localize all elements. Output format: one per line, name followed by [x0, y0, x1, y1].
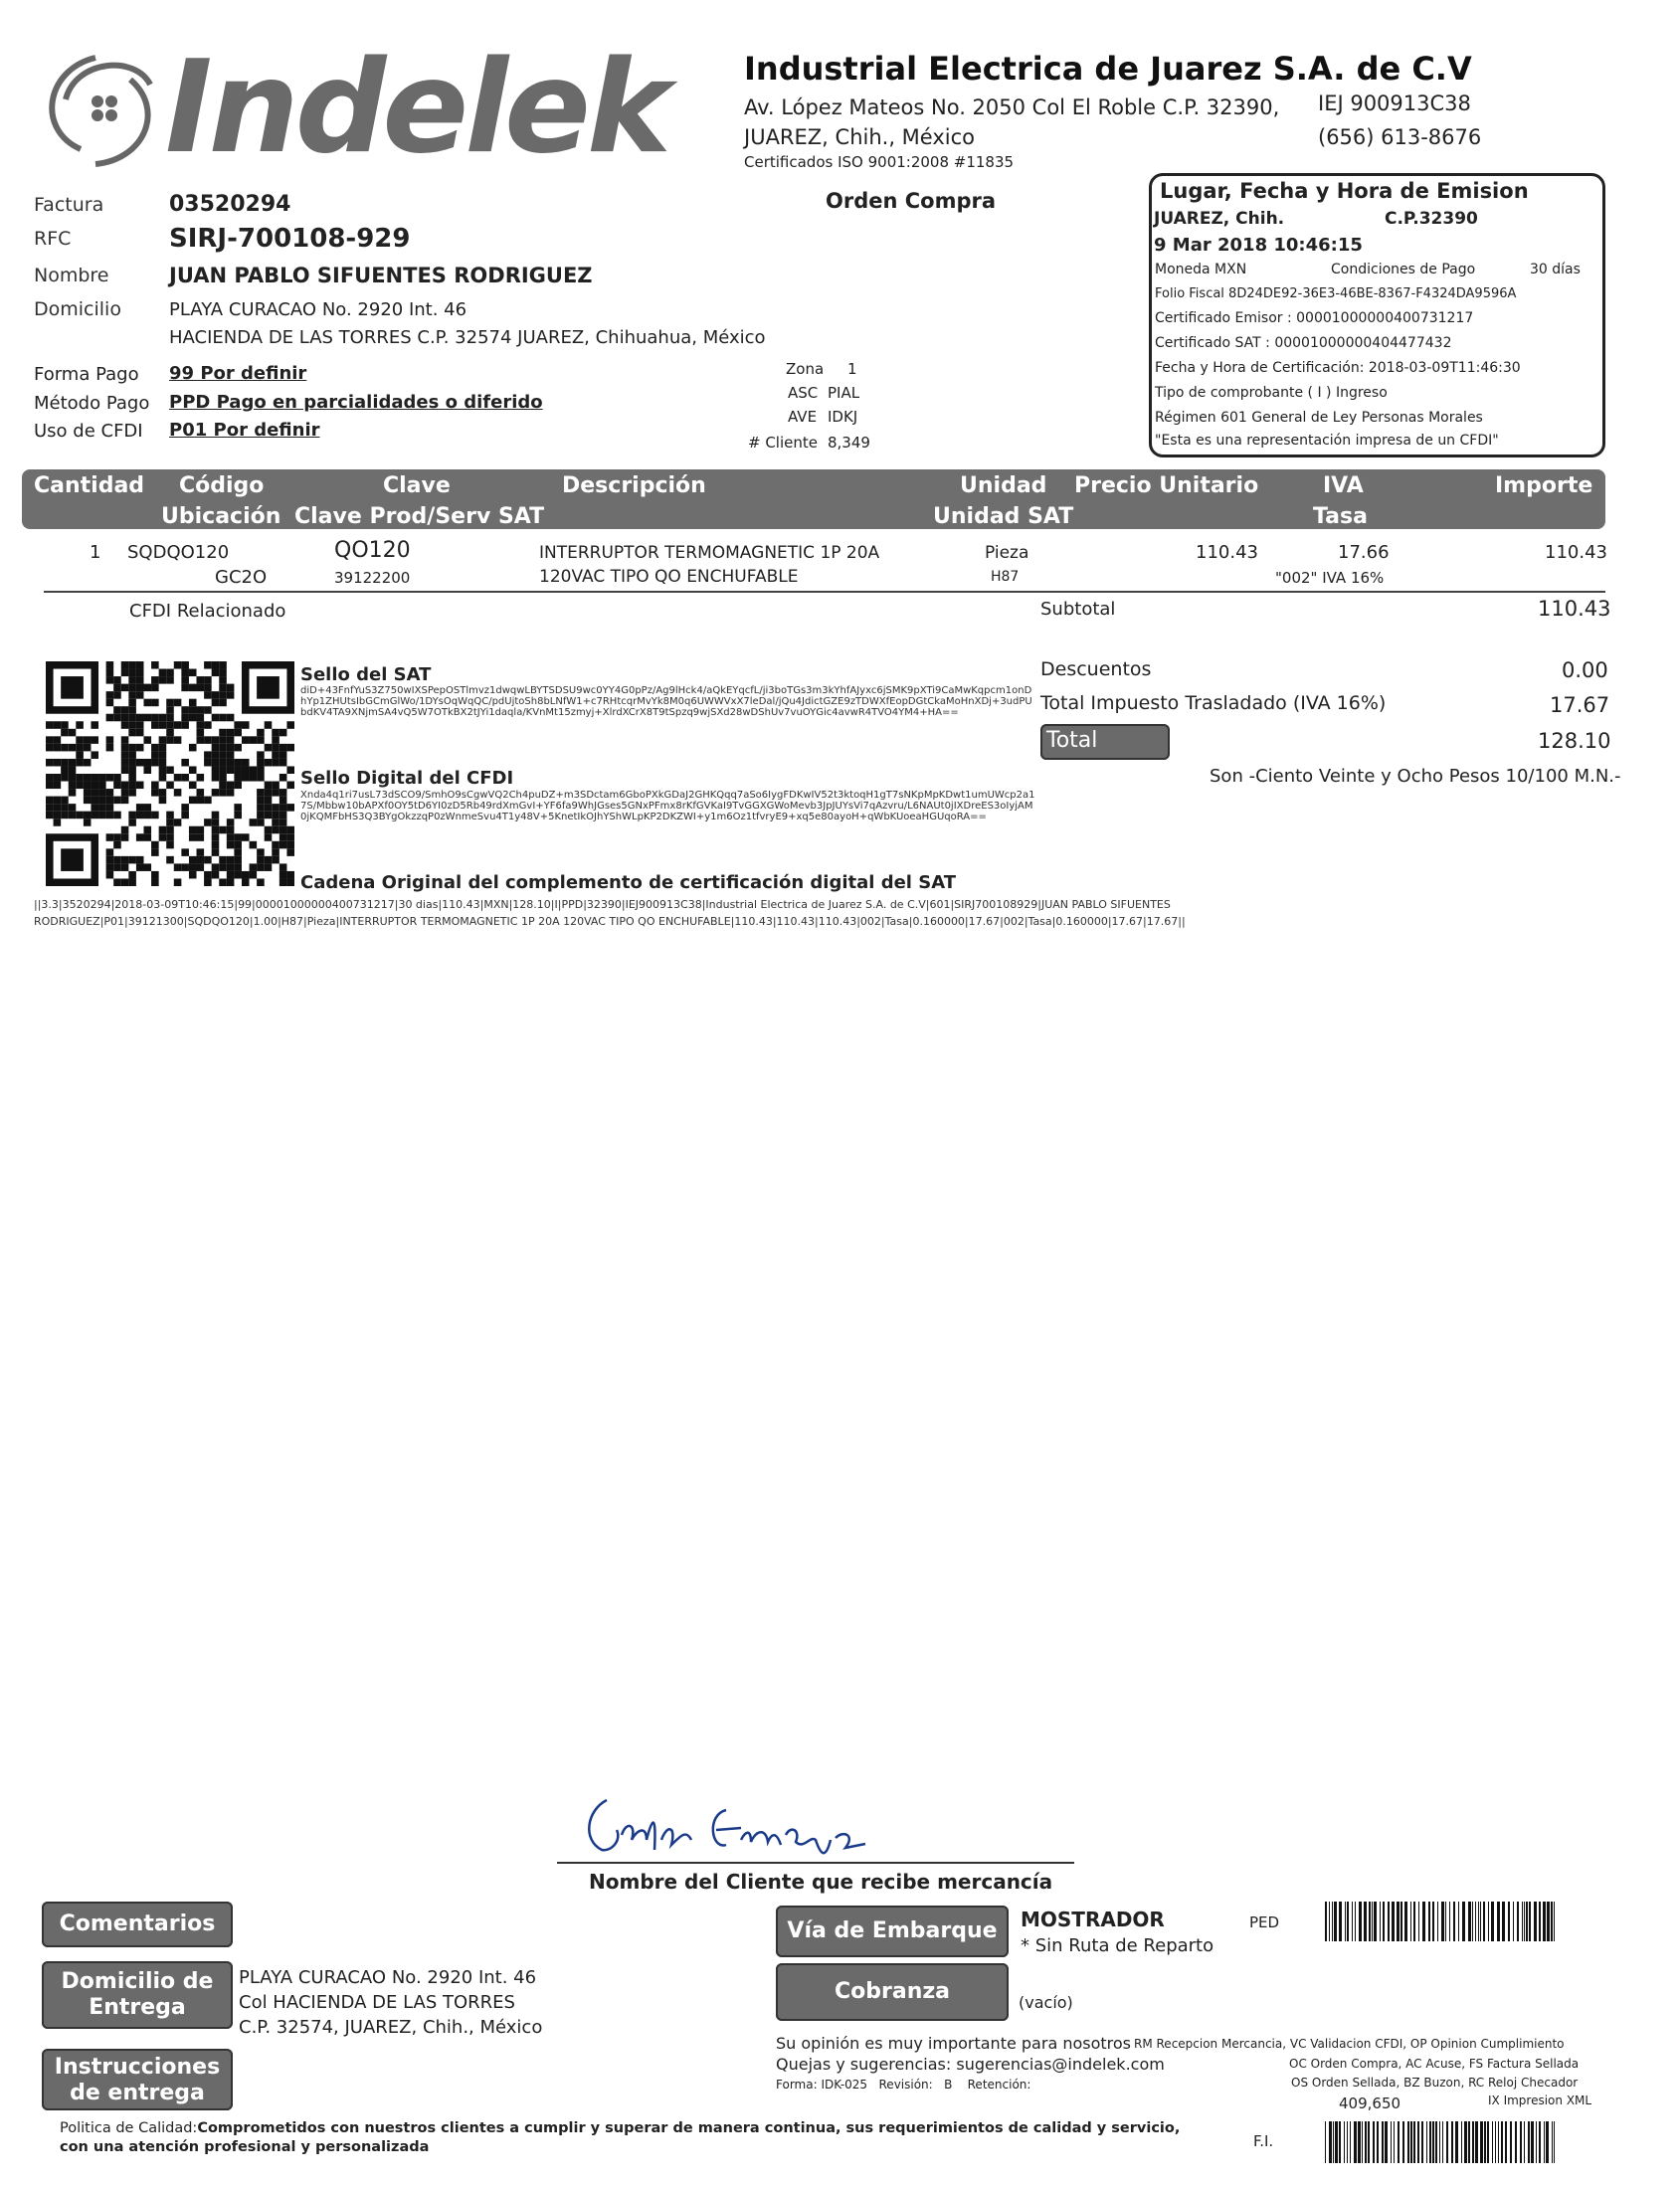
sello-sat-text: diD+43FnfYuS3Z750wIXSPepOSTlmvz1dwqwLBYTSDSU9wc0YY4G0pPz/Ag9lHck4/aQkEYqcfL/ji3boTGs3m3kYhfAJyxc6jSMK9pXTi9CaMwKqpcm1onDhYp1ZHUtsIbGCmGlWo/1DYsOqWqQC/pdUjtoSh8bLNfW1+c7RHtcqrMvYk8M0q6UWWVxX7leDal/jQu4JdictGZE9zTDWXfEopDGtCkaMoHnXDj+3udPUbdKV4TA9XNjmSA4vQ5W7OTkBX2tJYi1daqla/KVnMt15zmyj+XlrdXCrX8T9tSpzq9wjSXd28wDShUv7vuOYGic4avwR4TVO4YM4+HA== [300, 685, 1032, 718]
signature-icon [577, 1780, 895, 1870]
factura-label: Factura [34, 194, 104, 216]
cadena-title: Cadena Original del complemento de certificación digital del SAT [300, 872, 957, 893]
emision-regimen: Régimen 601 General de Ley Personas Morales [1155, 410, 1483, 426]
ruta: * Sin Ruta de Reparto [1021, 1935, 1214, 1956]
asc-value: PIAL [828, 384, 860, 402]
uso-cfdi-label: Uso de CFDI [34, 421, 143, 442]
th-iva: IVA [1323, 473, 1364, 498]
mostrador: MOSTRADOR [1021, 1908, 1165, 1931]
domicilio-line-1: PLAYA CURACAO No. 2920 Int. 46 [169, 299, 467, 320]
th-unidad: Unidad [960, 473, 1047, 498]
total-value: 128.10 [1538, 729, 1611, 753]
orden-compra: Orden Compra [826, 189, 997, 213]
instrucciones-label [42, 2049, 233, 2110]
emision-title: Lugar, Fecha y Hora de Emision [1160, 179, 1529, 203]
emision-dias: 30 días [1530, 262, 1581, 277]
emision-representacion: "Esta es una representación impresa de un CFDI" [1155, 433, 1499, 449]
emision-condiciones: Condiciones de Pago [1331, 262, 1476, 277]
subtotal-value: 110.43 [1538, 597, 1611, 621]
impuesto-label: Total Impuesto Trasladado (IVA 16%) [1040, 692, 1387, 714]
dom-entrega-1: PLAYA CURACAO No. 2920 Int. 46 [239, 1967, 537, 1988]
row-codigo: SQDQO120 [127, 542, 230, 563]
rm-line-3: OS Orden Sellada, BZ Buzon, RC Reloj Checador [1291, 2076, 1579, 2090]
company-cert: Certificados ISO 9001:2008 #11835 [744, 153, 1015, 171]
th-cantidad: Cantidad [34, 473, 145, 498]
politica-text-2: con una atención profesional y personalizada [60, 2139, 430, 2155]
signature-line [557, 1862, 1074, 1864]
row-importe: 110.43 [1545, 542, 1607, 563]
company-name: Industrial Electrica de Juarez S.A. de C.V [744, 50, 1472, 88]
domicilio-entrega-label [42, 1961, 233, 2029]
th-clave-prod: Clave Prod/Serv SAT [294, 504, 545, 529]
zona-label: Zona [786, 360, 825, 378]
th-clave: Clave [383, 473, 451, 498]
emision-cp: C.P.32390 [1385, 209, 1478, 229]
subtotal-label: Subtotal [1040, 599, 1116, 620]
row-precio: 110.43 [1196, 542, 1258, 563]
forma-rev: Forma: IDK-025 Revisión: B Retención: [776, 2078, 1031, 2092]
barcode-bottom-icon [1325, 2121, 1556, 2163]
cadena-line-2: RODRIGUEZ|P01|39121300|SQDQO120|1.00|H87|Pieza|INTERRUPTOR TERMOMAGNETIC 1P 20A 120VAC TIPO QO ENCHUFABLE|110.43|110.43|110.43|002|Tasa|0.160000|17.67|002|Tasa|0.160000|17.67|17.67|| [34, 915, 1186, 928]
th-unidad-sat: Unidad SAT [933, 504, 1074, 529]
asc-label: ASC [788, 384, 819, 402]
sello-cfdi-text: Xnda4q1ri7usL73dSCO9/SmhO9sCgwVQ2Ch4puDZ+m3SDctam6GboPXkGDaJ2GHKQqq7aSo6IygFDKwIV52t3ktoqH1gT7sNKpMpKDwt1umUWcp2a17S/Mbbw10bAPXf0OY5tD6YI0zD5Rb49rdXmGvI+YF6fa9WhJGses5GNxPFmx8rKfGVKaI9TvGGXGWoMevb3JpJUYsVi7qAzvru/L6NAUt0jIXDreES3oIyjAM0jKQMFbHS3Q3BYgOkzzqP0zWnmeSvu4T1y48V+5KnetIkOJhYShWLpKP2DKZWI+y1m6Oz1tfvryE9+xq5e80ayoH+qWbKUoeaHGUqoRA== [300, 790, 1035, 822]
rm-line-2: OC Orden Compra, AC Acuse, FS Factura Sellada [1289, 2057, 1580, 2071]
th-tasa: Tasa [1313, 504, 1368, 529]
row-desc-1: INTERRUPTOR TERMOMAGNETIC 1P 20A [539, 543, 880, 563]
instrucciones-text: Instrucciones de entrega [54, 2055, 221, 2105]
sello-sat-title: Sello del SAT [300, 664, 432, 685]
fi-label: F.I. [1253, 2132, 1274, 2150]
row-unidad-sat: H87 [991, 569, 1020, 585]
emision-datetime: 9 Mar 2018 10:46:15 [1154, 235, 1363, 256]
row-desc-2: 120VAC TIPO QO ENCHUFABLE [539, 567, 799, 587]
cliente-label: # Cliente [748, 434, 818, 452]
th-ubicacion: Ubicación [161, 504, 281, 529]
rm-line-1: RM Recepcion Mercancia, VC Validacion CFDI, OP Opinion Cumplimiento [1134, 2037, 1565, 2051]
forma-pago-value: 99 Por definir [169, 363, 307, 384]
descuentos-value: 0.00 [1562, 658, 1608, 682]
row-ubicacion: GC2O [215, 567, 268, 588]
metodo-pago-label: Método Pago [34, 393, 150, 414]
descuentos-label: Descuentos [1040, 658, 1152, 680]
company-phone: (656) 613-8676 [1318, 125, 1482, 149]
row-divider [44, 591, 1605, 593]
via-embarque-label: Vía de Embarque [776, 1906, 1009, 1957]
rfc-value: SIRJ-700108-929 [169, 224, 411, 254]
quejas-text: Quejas y sugerencias: sugerencias@indelek.com [776, 2055, 1165, 2074]
comentarios-label: Comentarios [42, 1902, 233, 1947]
domicilio-line-2: HACIENDA DE LAS TORRES C.P. 32574 JUAREZ, Chihuahua, México [169, 327, 766, 348]
uso-cfdi-value: P01 Por definir [169, 420, 320, 441]
dom-entrega-2: Col HACIENDA DE LAS TORRES [239, 1992, 515, 2013]
cadena-line-1: ||3.3|3520294|2018-03-09T10:46:15|99|00001000000400731217|30 dias|110.43|MXN|128.10|I|PPD|32390|IEJ900913C38|Industrial Electrica de Juarez S.A. de C.V|601|SIRJ700108929|JUAN PABLO SIFUENTES [34, 898, 1171, 911]
row-unidad: Pieza [985, 543, 1029, 563]
ix-text: IX Impresion XML [1488, 2094, 1592, 2107]
nombre-value: JUAN PABLO SIFUENTES RODRIGUEZ [169, 264, 593, 287]
th-precio: Precio Unitario [1074, 473, 1259, 498]
company-address-1: Av. López Mateos No. 2050 Col El Roble C.P. 32390, [744, 95, 1280, 119]
metodo-pago-value: PPD Pago en parcialidades o diferido [169, 392, 543, 413]
politica [60, 2119, 1233, 2157]
impuesto-value: 17.67 [1550, 693, 1610, 717]
qr-code-icon [46, 661, 294, 886]
opinion-text: Su opinión es muy importante para nosotros [776, 2034, 1132, 2053]
row-iva: 17.66 [1338, 542, 1390, 563]
total-label: Total [1046, 728, 1098, 753]
th-descripcion: Descripción [562, 473, 706, 498]
politica-text-1: Comprometidos con nuestros clientes a cumplir y superar de manera continua, sus requerimientos de calidad y servicio, [197, 2120, 1181, 2136]
forma-pago-label: Forma Pago [34, 364, 139, 385]
barcode-top-icon [1325, 1902, 1556, 1941]
emision-moneda: Moneda MXN [1155, 262, 1247, 277]
row-tasa: "002" IVA 16% [1275, 569, 1385, 587]
rfc-label: RFC [34, 228, 72, 250]
ped-label: PED [1249, 1913, 1280, 1931]
ave-label: AVE [788, 408, 818, 426]
company-address-2: JUAREZ, Chih., México [744, 125, 975, 149]
row-cantidad: 1 [90, 542, 101, 563]
cobranza-label: Cobranza [776, 1963, 1009, 2021]
emision-folio: Folio Fiscal 8D24DE92-36E3-46BE-8367-F4324DA9596A [1155, 286, 1517, 301]
company-logo [26, 34, 667, 182]
cfdi-relacionado: CFDI Relacionado [129, 601, 286, 622]
sello-cfdi-title: Sello Digital del CFDI [300, 768, 514, 789]
domicilio-entrega-text: Domicilio de Entrega [61, 1969, 214, 2020]
cliente-value: 8,349 [828, 434, 870, 452]
emision-tipo: Tipo de comprobante ( I ) Ingreso [1155, 385, 1388, 401]
folio-num: 409,650 [1339, 2094, 1401, 2112]
firma-label: Nombre del Cliente que recibe mercancía [589, 1870, 1053, 1894]
emision-cert-emisor: Certificado Emisor : 00001000000400731217 [1155, 310, 1474, 326]
th-importe: Importe [1495, 473, 1593, 498]
row-clave-prod: 39122200 [334, 569, 411, 587]
nombre-label: Nombre [34, 265, 109, 286]
dom-entrega-3: C.P. 32574, JUAREZ, Chih., México [239, 2017, 543, 2038]
zona-value: 1 [847, 360, 857, 378]
cobranza-value: (vacío) [1019, 1993, 1073, 2012]
politica-label: Politica de Calidad: [60, 2120, 198, 2136]
logo-wordmark: Indelek [165, 34, 667, 182]
row-clave: QO120 [334, 538, 411, 563]
factura-value: 03520294 [169, 192, 291, 217]
total-letra: Son -Ciento Veinte y Ocho Pesos 10/100 M.N.- [1210, 766, 1621, 787]
company-rfc: IEJ 900913C38 [1318, 91, 1471, 115]
th-codigo: Código [179, 473, 265, 498]
emision-city: JUAREZ, Chih. [1154, 209, 1285, 229]
domicilio-label: Domicilio [34, 298, 121, 320]
ave-value: IDKJ [828, 408, 858, 426]
emision-cert-sat: Certificado SAT : 00001000000404477432 [1155, 335, 1452, 351]
emision-fecha-cert: Fecha y Hora de Certificación: 2018-03-09T11:46:30 [1155, 360, 1521, 376]
